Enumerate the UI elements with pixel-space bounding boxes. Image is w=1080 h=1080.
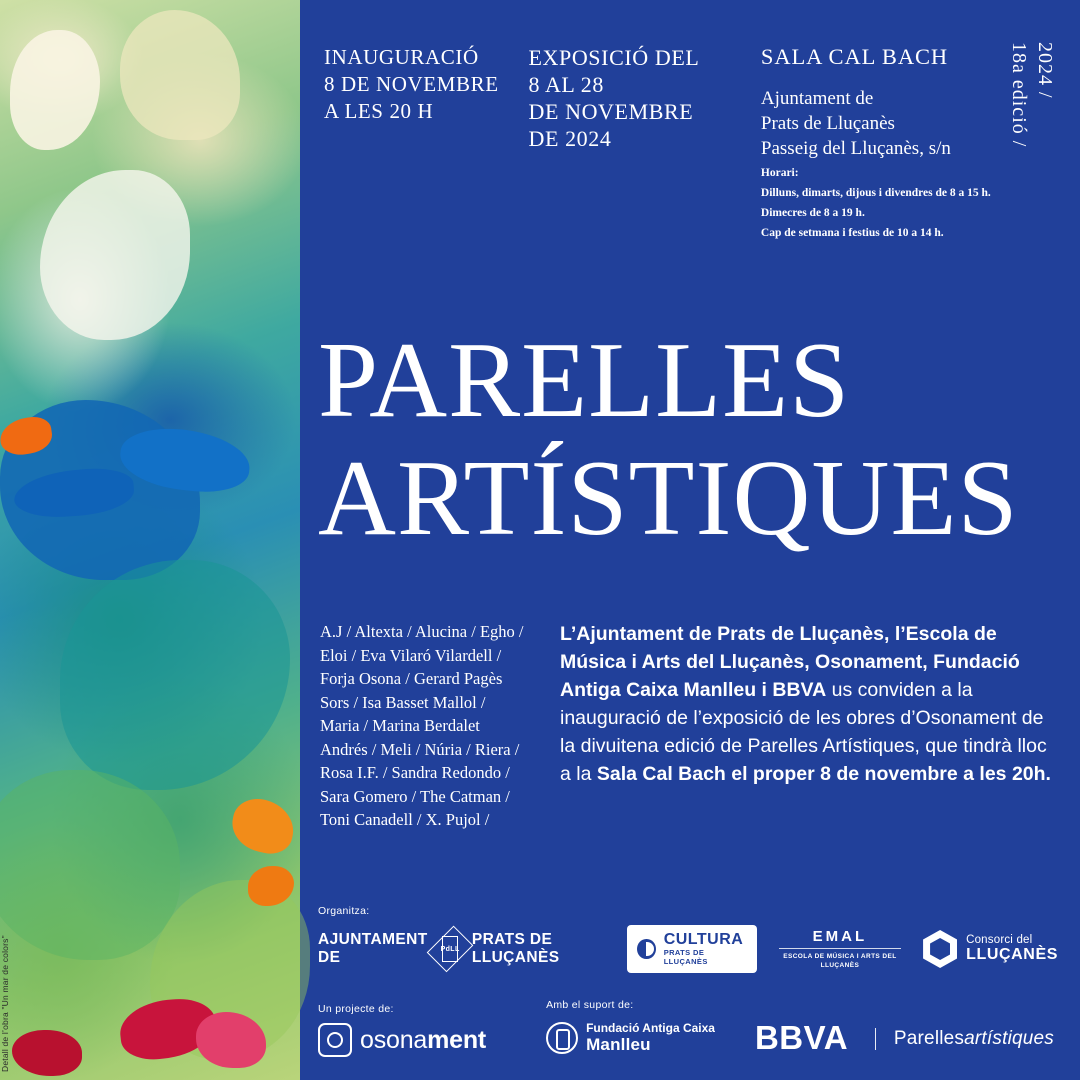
inauguration-line-2: 8 DE NOVEMBRE [324, 72, 499, 96]
title-line-1: PARELLES [318, 321, 851, 440]
hexagon-icon [923, 930, 957, 968]
header-info [324, 44, 1041, 241]
parelles-artistiques-logo [875, 1028, 1054, 1050]
shield-icon-text: PdLL [442, 936, 458, 962]
consorci-label-1: Consorci del [966, 934, 1033, 946]
title-line-2: ARTÍSTIQUES [318, 439, 1019, 558]
paint-stroke-red [12, 1030, 82, 1076]
support-block [546, 999, 848, 1057]
paint-blob [120, 10, 240, 140]
osonament-mark-icon [318, 1023, 352, 1057]
hours-label: Horari: [760, 167, 799, 179]
paint-blob [0, 770, 180, 960]
consorci-logo [923, 930, 1058, 968]
venue-address-1: Ajuntament de [760, 88, 874, 109]
exhibition-dates-block [528, 44, 756, 152]
artwork-credit: Detall de l’obra "Un mar de colors" [0, 935, 10, 1072]
organitza-label: Organitza: [318, 905, 370, 917]
venue-address-3: Passeig del Lluçanès, s/n [760, 138, 951, 159]
consorci-label-2: LLUÇANÈS [966, 946, 1058, 963]
exhibition-line-1: EXPOSICIÓ DEL [528, 45, 700, 70]
osonament-label-1: osona [360, 1025, 428, 1054]
poster-title [318, 322, 1019, 558]
cultura-mark-icon [637, 939, 656, 959]
paint-blob [60, 560, 290, 790]
ajuntament-label-2: PRATS DE LLUÇANÈS [471, 931, 560, 966]
edition-number: 18a edició / [1008, 42, 1030, 148]
venue-address-2: Prats de Lluçanès [760, 113, 895, 134]
artists-list: A.J / Altexta / Alucina / Egho / Eloi / Eva Vilaró Vilardell / Forja Osona / Gerard Pagès Sors / Isa Basset Mallol / Maria / Marina Berdalet Andrés / Meli / Núria / Riera / Rosa I.F. / Sandra Redondo / Sara Gomero / The Catman / Toni Canadell / X. Pujol / [320, 622, 524, 829]
bbva-logo: BBVA [754, 1019, 849, 1056]
edition-year: 2024 / [1034, 42, 1056, 99]
artwork-strip [0, 0, 300, 1080]
exhibition-line-4: DE 2024 [528, 126, 612, 151]
project-block [318, 1003, 486, 1057]
hours-line-1: Dilluns, dimarts, dijous i divendres de 8 a 15 h. [760, 187, 991, 199]
inauguration-block [324, 44, 524, 125]
inauguration-line-3: A LES 20 H [324, 99, 434, 123]
manlleu-label-2: Manlleu [586, 1034, 651, 1054]
paint-blob [40, 170, 190, 340]
osonament-logo [318, 1023, 486, 1057]
emal-label-2: ESCOLA DE MÚSICA I ARTS DEL LLUÇANÈS [779, 948, 901, 970]
emal-label-1: EMAL [812, 928, 868, 945]
invitation-text-bold-2: Sala Cal Bach el proper 8 de novembre a les 20h. [596, 763, 1051, 785]
projecte-label: Un projecte de: [318, 1003, 394, 1015]
invitation-text [560, 620, 1060, 788]
shield-icon [426, 926, 473, 973]
cultura-label-1: CULTURA [663, 931, 744, 948]
inauguration-line-1: INAUGURACIÓ [324, 45, 479, 69]
hours-line-3: Cap de setmana i festius de 10 a 14 h. [760, 227, 944, 239]
cultura-logo [627, 925, 757, 973]
manlleu-logo [546, 1022, 715, 1055]
ajuntament-logo [318, 930, 605, 968]
organizer-logo-row [318, 925, 1058, 973]
paint-stroke-orange [227, 794, 298, 858]
osonament-label-2: ment [427, 1025, 487, 1054]
venue-block [761, 44, 1041, 241]
exhibition-line-2: 8 AL 28 [528, 72, 604, 97]
ajuntament-label-1: AJUNTAMENT DE [318, 931, 428, 966]
edition-label [1006, 42, 1058, 147]
hours-line-2: Dimecres de 8 a 19 h. [760, 207, 865, 219]
invitation-text-bold-1: L’Ajuntament de Prats de Lluçanès, l’Escola de Música i Arts del Lluçanès, Osonament, Fundació Antiga Caixa Manlleu i BBVA [560, 623, 1020, 701]
cultura-label-2: PRATS DE LLUÇANÈS [663, 948, 708, 966]
paint-blob [10, 30, 100, 150]
manlleu-mark-icon [546, 1022, 578, 1054]
manlleu-label-1: Fundació Antiga Caixa [586, 1020, 715, 1035]
invitation-text-regular: us conviden a la inauguració de l’exposició de les obres d’Osonament de la divuitena edició de Parelles Artístiques, que tindrà lloc a la [560, 679, 1047, 785]
exhibition-line-3: DE NOVEMBRE [528, 99, 694, 124]
parelles-label-1: Parelles [893, 1028, 965, 1049]
suport-label: Amb el suport de: [546, 999, 634, 1011]
parelles-label-2: artístiques [964, 1028, 1054, 1049]
emal-logo [779, 928, 901, 970]
venue-name: SALA CAL BACH [760, 44, 949, 69]
